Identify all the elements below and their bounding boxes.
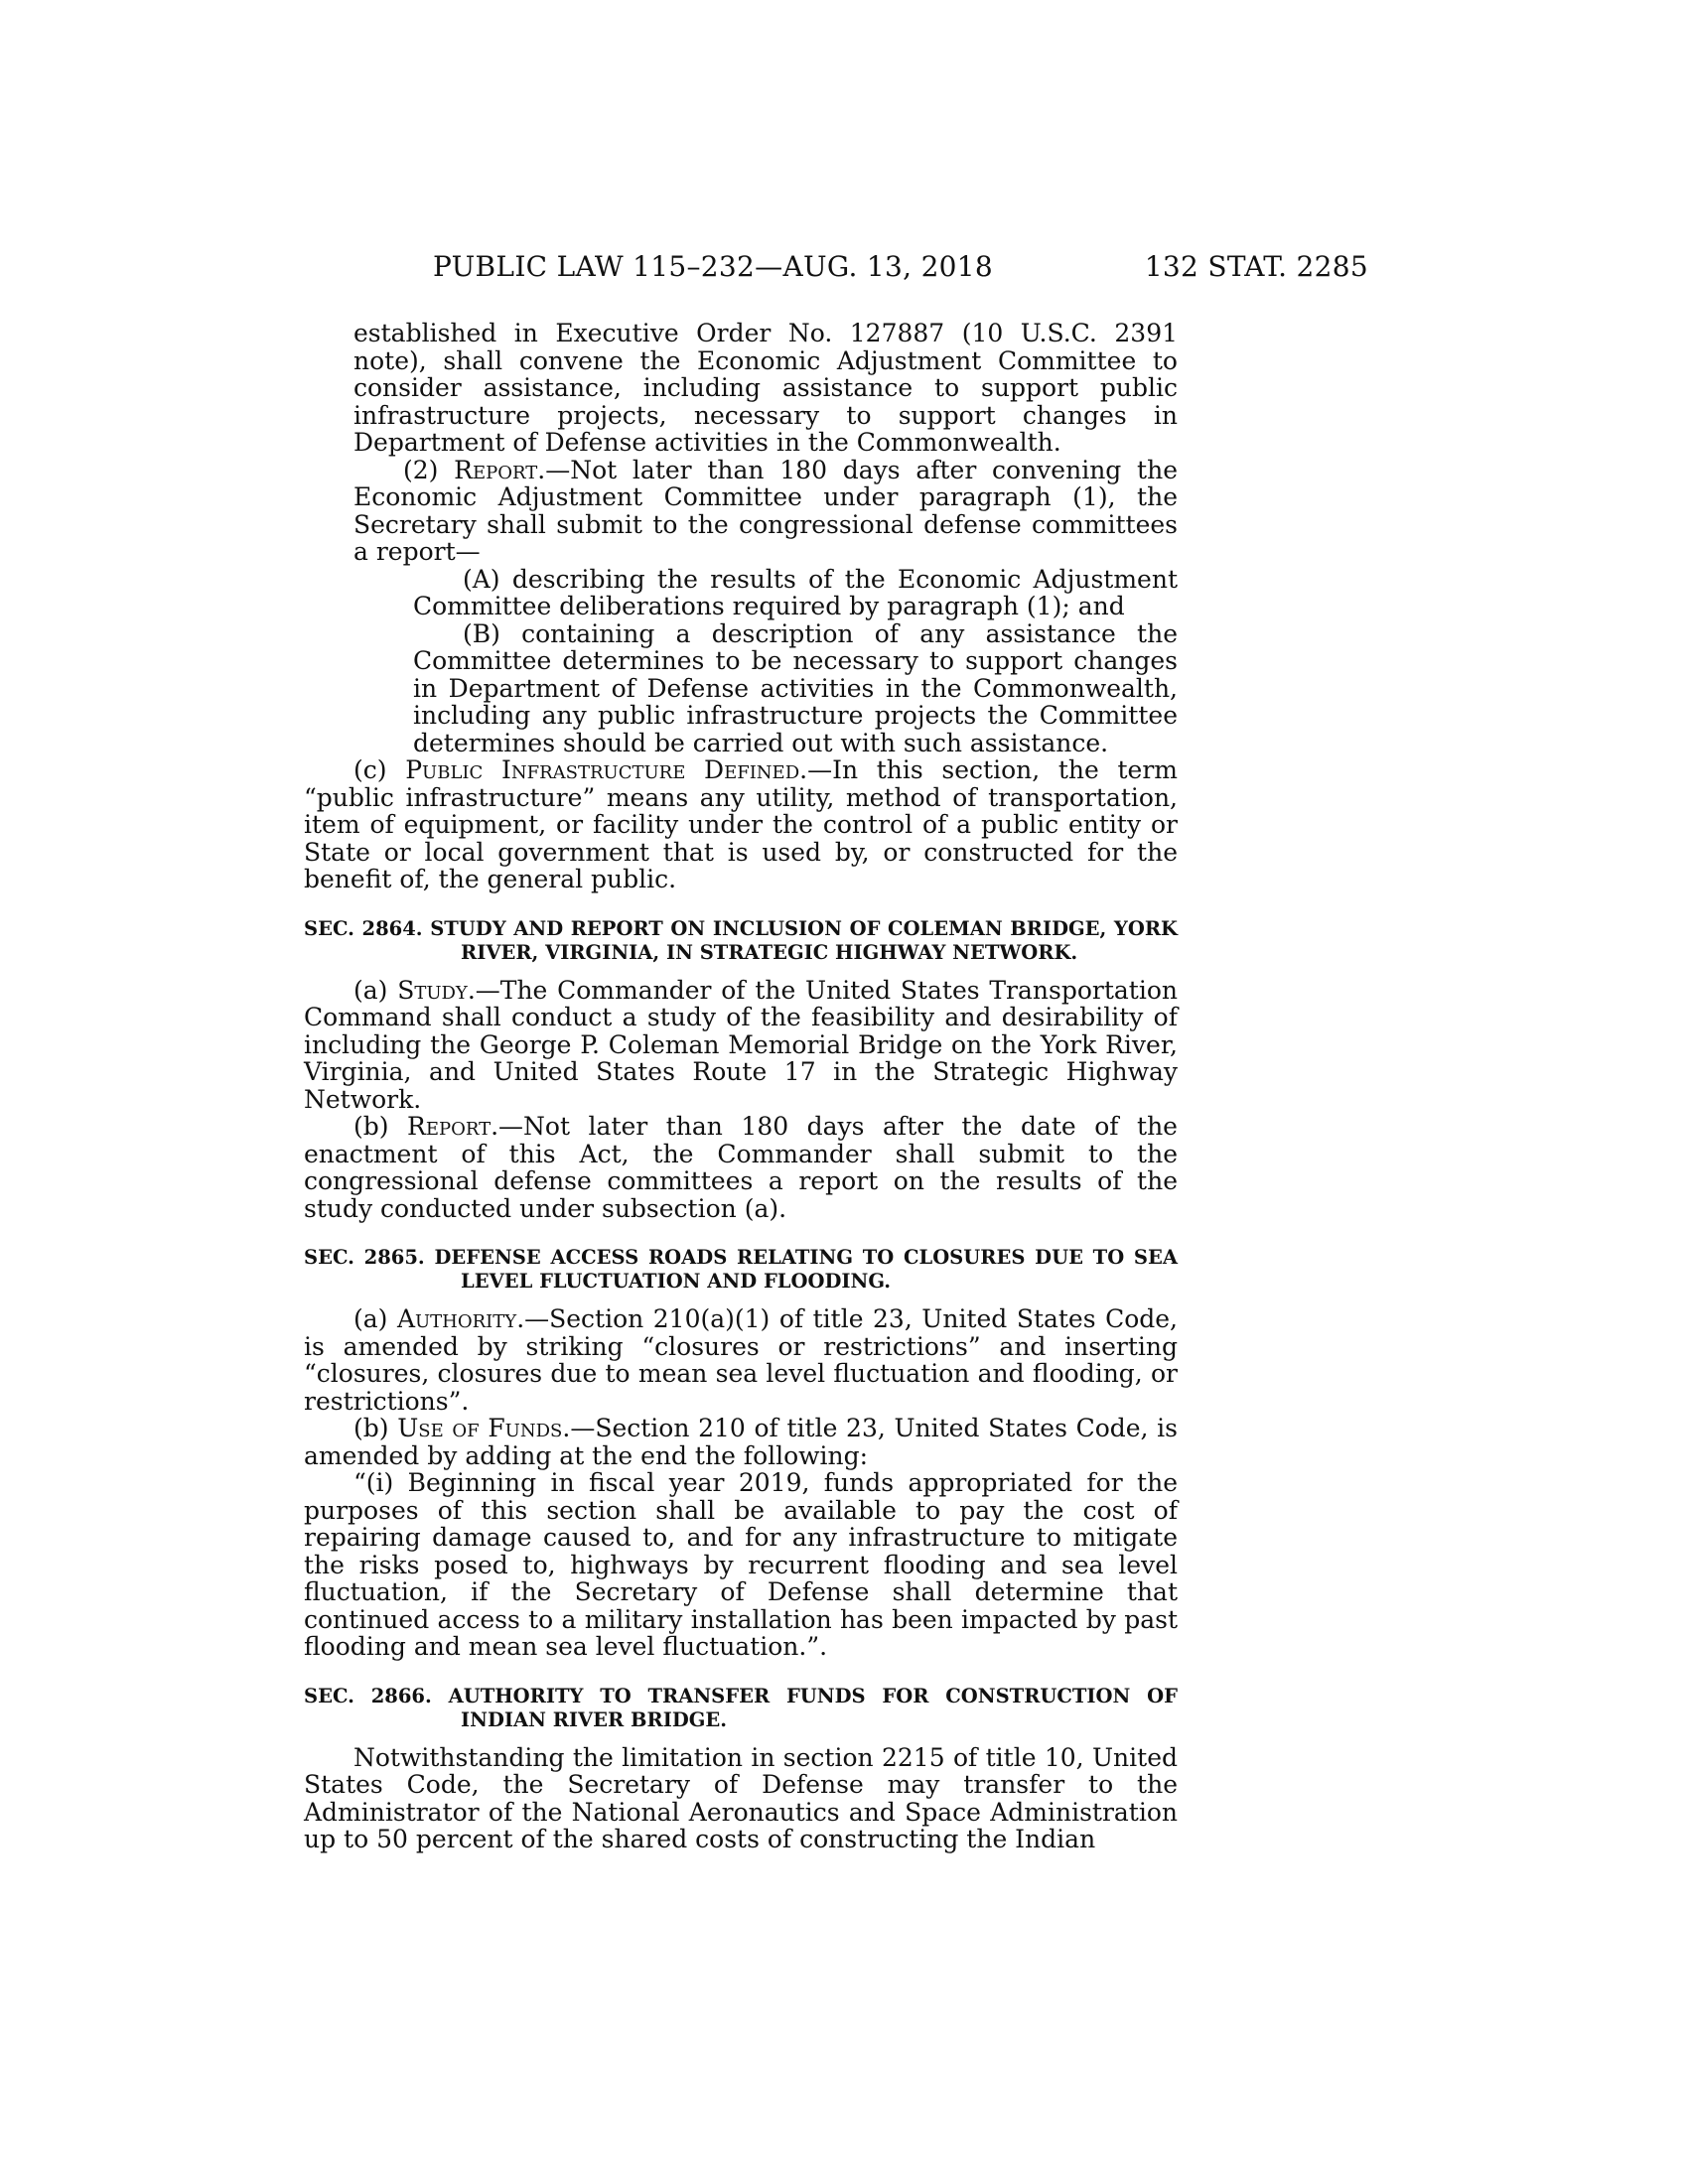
running-header bbox=[0, 250, 1688, 290]
section-text: Notwithstanding the limitation in section 2215 of title 10, United States Code, the Secretary of Defense may transfer to the Administrator of the National Aeronautics and Space Administration up to 50 percent of the shared costs of constructing the Indian bbox=[304, 1742, 1178, 1853]
subsection-a bbox=[304, 1305, 1178, 1415]
paragraph-text: .—Not later than 180 days after convening the Economic Adjustment Committee under paragraph (1), the Secretary shall submit to the congressional defense committees a report— bbox=[353, 455, 1178, 566]
paragraph-text: .—Not later than 180 days after the date of the enactment of this Act, the Commander shall submit to the congressional defense committees a report on the results of the study conducted under subsection (a). bbox=[304, 1112, 1178, 1223]
paragraph-text: .—The Commander of the United States Transportation Command shall conduct a study of the feasibility and desirability of including the George P. Coleman Memorial Bridge on the York River, Virginia, and United States Route 17 in the Strategic Highway Network. bbox=[304, 975, 1178, 1114]
paragraph-text: .—In this section, the term “public infrastructure” means any utility, method of transportation, item of equipment, or facility under the control of a public entity or State or local government that is used by, or constructed for the benefit of, the general public. bbox=[304, 755, 1179, 893]
section-heading-2865: SEC. 2865. DEFENSE ACCESS ROADS RELATING TO CLOSURES DUE TO SEA LEVEL FLUCTUATION AND FLOODING. bbox=[304, 1246, 1178, 1293]
page-body bbox=[304, 320, 1178, 1853]
subsection-b bbox=[304, 1113, 1178, 1222]
page-number: 132 STAT. 2285 bbox=[1144, 250, 1368, 283]
enum: (b) bbox=[353, 1414, 389, 1442]
subparagraph-b: (B) containing a description of any assistance the Committee determines to be necessary to support changes in Department of Defense activities in the Commonwealth, including any public infrastructure projects the Committee determines should be carried out with such assistance. bbox=[413, 618, 1178, 757]
subsection-c bbox=[304, 756, 1178, 893]
subparagraph-a: (A) describing the results of the Economic Adjustment Committee deliberations required by paragraph (1); and bbox=[413, 564, 1178, 620]
paragraph-report bbox=[304, 457, 1178, 566]
section-heading-2866: SEC. 2866. AUTHORITY TO TRANSFER FUNDS FOR CONSTRUCTION OF INDIAN RIVER BRIDGE. bbox=[304, 1684, 1178, 1731]
subsection-b bbox=[304, 1415, 1178, 1469]
subsection-a bbox=[304, 977, 1178, 1114]
subsection-heading: Public Infrastructure Defined bbox=[405, 755, 800, 784]
subsection-heading: Use of Funds bbox=[397, 1414, 563, 1442]
subsection-heading: Study bbox=[397, 975, 468, 1005]
subsection-heading: Authority bbox=[396, 1304, 517, 1333]
paragraph-text: .—Section 210(a)(1) of title 23, United States Code, is amended by striking “closures or restrictions” and inserting “closures, closures due to mean sea level fluctuation and flooding, or restrictions”. bbox=[304, 1304, 1178, 1416]
subsection-heading: Report bbox=[407, 1112, 492, 1141]
paragraph-continued: established in Executive Order No. 127887 (10 U.S.C. 2391 note), shall convene the Economic Adjustment Committee to consider assistance, including assistance to support public infrastructure projects, necessary to support changes in Department of Defense activities in the Commonwealth. bbox=[353, 319, 1178, 457]
enum: (b) bbox=[353, 1112, 389, 1141]
paragraph-text: .—Section 210 of title 23, United States Code, is amended by adding at the end the following: bbox=[304, 1414, 1178, 1470]
running-head-title: PUBLIC LAW 115–232—AUG. 13, 2018 bbox=[433, 250, 994, 283]
enum: (a) bbox=[353, 1304, 388, 1333]
quoted-amendment: “(i) Beginning in fiscal year 2019, funds appropriated for the purposes of this section shall be available to pay the cost of repairing damage caused to, and for any infrastructure to mitigate the risks posed to, highways by recurrent flooding and sea level fluctuation, if the Secretary of Defense shall determine that continued access to a military installation has been impacted by past flooding and mean sea level fluctuation.”. bbox=[304, 1468, 1178, 1661]
enum: (a) bbox=[353, 975, 388, 1005]
section-heading-2864: SEC. 2864. STUDY AND REPORT ON INCLUSION OF COLEMAN BRIDGE, YORK RIVER, VIRGINIA, IN STRATEGIC HIGHWAY NETWORK. bbox=[304, 916, 1178, 964]
enum: (2) bbox=[403, 455, 439, 484]
subsection-heading: Report bbox=[454, 455, 538, 484]
enum: (c) bbox=[353, 755, 387, 784]
